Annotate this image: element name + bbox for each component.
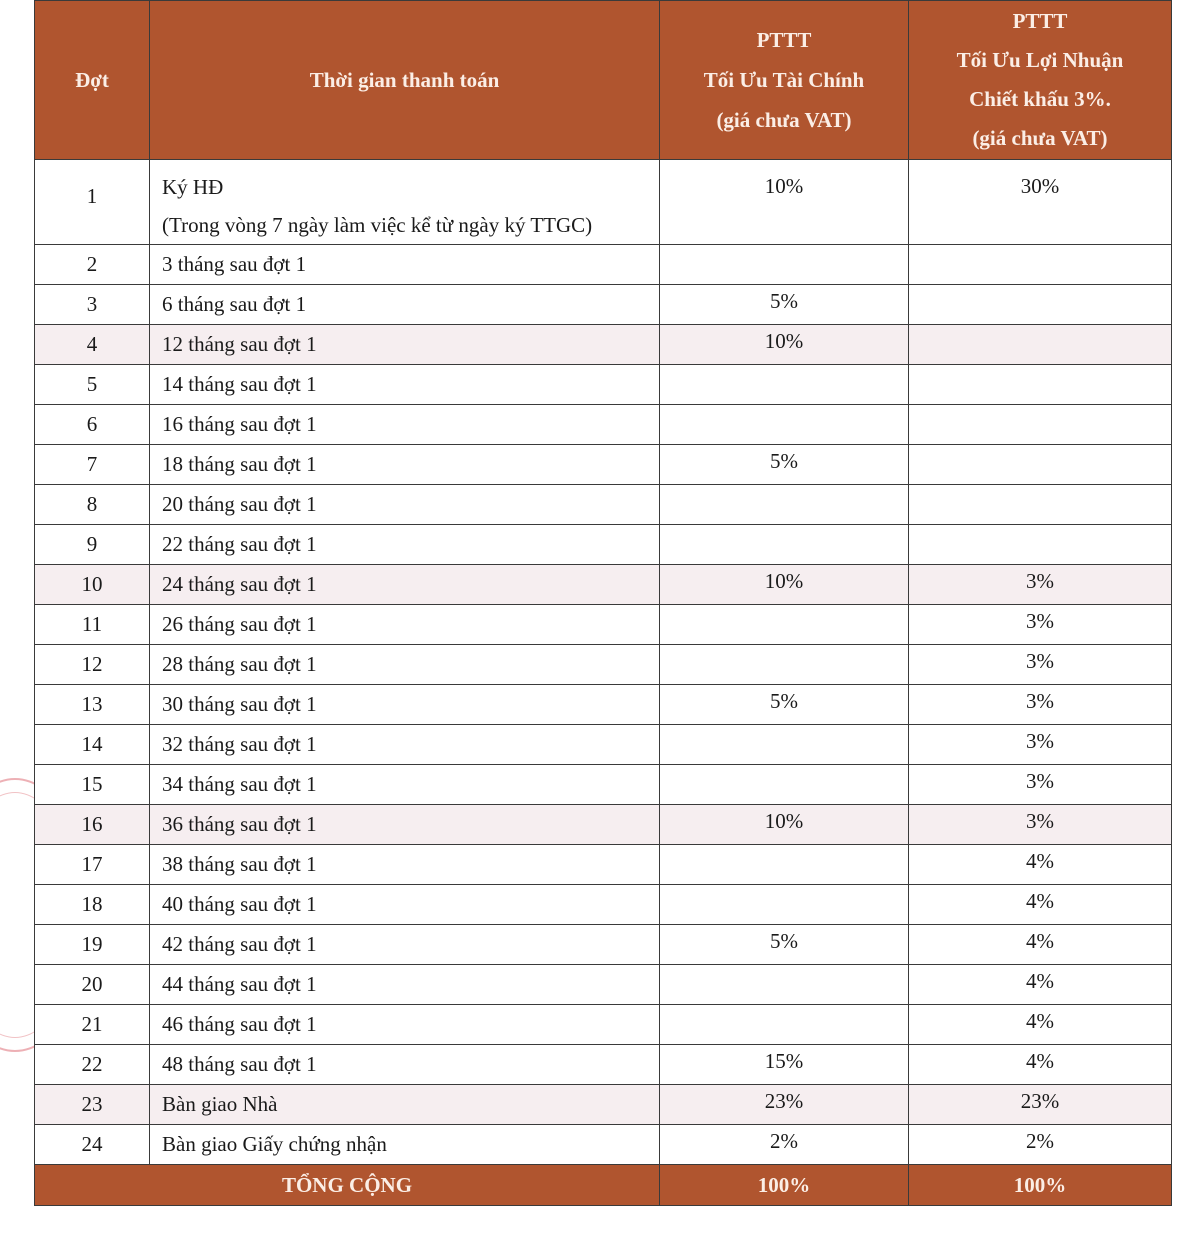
payment-time: 36 tháng sau đợt 1 (150, 805, 660, 845)
profit-optimal-percent: 2% (909, 1125, 1172, 1165)
table-row (35, 565, 1172, 605)
installment-number: 12 (35, 645, 150, 685)
financial-optimal-percent (660, 605, 909, 645)
profit-optimal-percent (909, 245, 1172, 285)
table-row (35, 605, 1172, 645)
total-row (35, 1165, 1172, 1206)
table-row (35, 525, 1172, 565)
financial-optimal-percent (660, 845, 909, 885)
installment-number: 8 (35, 485, 150, 525)
table-row (35, 725, 1172, 765)
profit-optimal-percent (909, 325, 1172, 365)
payment-time: 6 tháng sau đợt 1 (150, 285, 660, 325)
installment-number: 6 (35, 405, 150, 445)
payment-time: 48 tháng sau đợt 1 (150, 1045, 660, 1085)
table-row (35, 765, 1172, 805)
table-row (35, 805, 1172, 845)
installment-number: 23 (35, 1085, 150, 1125)
installment-number: 20 (35, 965, 150, 1005)
installment-number: 10 (35, 565, 150, 605)
header-financial-line: Tối Ưu Tài Chính (703, 68, 865, 92)
header-financial-optimal (660, 1, 909, 160)
financial-optimal-percent: 10% (660, 565, 909, 605)
header-financial-line: (giá chưa VAT) (716, 108, 852, 132)
installment-number: 22 (35, 1045, 150, 1085)
payment-time: 32 tháng sau đợt 1 (150, 725, 660, 765)
installment-number: 5 (35, 365, 150, 405)
total-profit-value: 100% (909, 1165, 1172, 1206)
installment-number: 2 (35, 245, 150, 285)
profit-optimal-percent: 3% (909, 765, 1172, 805)
payment-time: 20 tháng sau đợt 1 (150, 485, 660, 525)
profit-optimal-percent: 4% (909, 845, 1172, 885)
financial-optimal-percent: 10% (660, 325, 909, 365)
installment-number: 16 (35, 805, 150, 845)
table-row (35, 645, 1172, 685)
installment-number: 3 (35, 285, 150, 325)
installment-number: 1 (35, 160, 150, 245)
payment-time: 30 tháng sau đợt 1 (150, 685, 660, 725)
table-row (35, 245, 1172, 285)
installment-number: 13 (35, 685, 150, 725)
profit-optimal-percent (909, 285, 1172, 325)
financial-optimal-percent: 10% (660, 805, 909, 845)
financial-optimal-percent (660, 525, 909, 565)
table-row (35, 285, 1172, 325)
table-row (35, 1085, 1172, 1125)
financial-optimal-percent: 10% (660, 160, 909, 245)
payment-time: 16 tháng sau đợt 1 (150, 405, 660, 445)
payment-time: 28 tháng sau đợt 1 (150, 645, 660, 685)
header-profit-line: Tối Ưu Lợi Nhuận (956, 48, 1124, 72)
financial-optimal-percent: 15% (660, 1045, 909, 1085)
table-row (35, 1125, 1172, 1165)
profit-optimal-percent: 3% (909, 565, 1172, 605)
payment-time: 18 tháng sau đợt 1 (150, 445, 660, 485)
profit-optimal-percent: 23% (909, 1085, 1172, 1125)
header-dot: Đợt (35, 1, 150, 160)
installment-number: 11 (35, 605, 150, 645)
header-profit-line: PTTT (1012, 9, 1068, 33)
payment-time: 12 tháng sau đợt 1 (150, 325, 660, 365)
profit-optimal-percent (909, 365, 1172, 405)
profit-optimal-percent: 4% (909, 885, 1172, 925)
installment-number: 17 (35, 845, 150, 885)
payment-time: 44 tháng sau đợt 1 (150, 965, 660, 1005)
table-row (35, 965, 1172, 1005)
payment-time (150, 160, 660, 245)
installment-number: 15 (35, 765, 150, 805)
header-financial-line: PTTT (756, 28, 812, 52)
table-row (35, 685, 1172, 725)
table-row (35, 485, 1172, 525)
profit-optimal-percent: 3% (909, 605, 1172, 645)
installment-number: 21 (35, 1005, 150, 1045)
table-row (35, 445, 1172, 485)
table-row (35, 925, 1172, 965)
financial-optimal-percent (660, 765, 909, 805)
financial-optimal-percent (660, 645, 909, 685)
profit-optimal-percent (909, 445, 1172, 485)
total-financial-value: 100% (660, 1165, 909, 1206)
installment-number: 24 (35, 1125, 150, 1165)
payment-time: Bàn giao Nhà (150, 1085, 660, 1125)
profit-optimal-percent: 4% (909, 1005, 1172, 1045)
header-profit-line: Chiết khấu 3%. (969, 87, 1111, 111)
payment-time: Bàn giao Giấy chứng nhận (150, 1125, 660, 1165)
profit-optimal-percent: 4% (909, 1045, 1172, 1085)
profit-optimal-percent: 4% (909, 925, 1172, 965)
financial-optimal-percent: 23% (660, 1085, 909, 1125)
table-row (35, 885, 1172, 925)
installment-number: 9 (35, 525, 150, 565)
financial-optimal-percent: 5% (660, 445, 909, 485)
table-row (35, 160, 1172, 245)
payment-time: 14 tháng sau đợt 1 (150, 365, 660, 405)
financial-optimal-percent (660, 1005, 909, 1045)
installment-number: 7 (35, 445, 150, 485)
table-row (35, 1005, 1172, 1045)
installment-number: 14 (35, 725, 150, 765)
profit-optimal-percent: 3% (909, 805, 1172, 845)
header-profit-line: (giá chưa VAT) (972, 126, 1108, 150)
installment-number: 18 (35, 885, 150, 925)
payment-time: 46 tháng sau đợt 1 (150, 1005, 660, 1045)
financial-optimal-percent (660, 245, 909, 285)
header-profit-optimal (909, 1, 1172, 160)
financial-optimal-percent (660, 885, 909, 925)
profit-optimal-percent: 3% (909, 645, 1172, 685)
financial-optimal-percent (660, 365, 909, 405)
payment-time: 22 tháng sau đợt 1 (150, 525, 660, 565)
header-row (35, 1, 1172, 160)
financial-optimal-percent (660, 725, 909, 765)
payment-time: 42 tháng sau đợt 1 (150, 925, 660, 965)
financial-optimal-percent (660, 405, 909, 445)
profit-optimal-percent: 4% (909, 965, 1172, 1005)
payment-time-line: (Trong vòng 7 ngày làm việc kể từ ngày ký TTGC) (162, 213, 593, 237)
installment-number: 4 (35, 325, 150, 365)
profit-optimal-percent (909, 405, 1172, 445)
table-row (35, 1045, 1172, 1085)
financial-optimal-percent (660, 485, 909, 525)
installment-number: 19 (35, 925, 150, 965)
table-row (35, 405, 1172, 445)
payment-time: 40 tháng sau đợt 1 (150, 885, 660, 925)
financial-optimal-percent: 2% (660, 1125, 909, 1165)
profit-optimal-percent: 3% (909, 685, 1172, 725)
financial-optimal-percent (660, 965, 909, 1005)
financial-optimal-percent: 5% (660, 925, 909, 965)
payment-time: 38 tháng sau đợt 1 (150, 845, 660, 885)
payment-time-line: Ký HĐ (162, 175, 224, 199)
total-label: TỔNG CỘNG (35, 1165, 660, 1206)
table-row (35, 845, 1172, 885)
profit-optimal-percent (909, 485, 1172, 525)
header-payment-time: Thời gian thanh toán (150, 1, 660, 160)
payment-schedule-table (34, 0, 1172, 1206)
payment-time: 26 tháng sau đợt 1 (150, 605, 660, 645)
profit-optimal-percent: 30% (909, 160, 1172, 245)
financial-optimal-percent: 5% (660, 685, 909, 725)
payment-time: 24 tháng sau đợt 1 (150, 565, 660, 605)
payment-time: 34 tháng sau đợt 1 (150, 765, 660, 805)
financial-optimal-percent: 5% (660, 285, 909, 325)
table-row (35, 325, 1172, 365)
payment-time: 3 tháng sau đợt 1 (150, 245, 660, 285)
table-row (35, 365, 1172, 405)
profit-optimal-percent (909, 525, 1172, 565)
profit-optimal-percent: 3% (909, 725, 1172, 765)
